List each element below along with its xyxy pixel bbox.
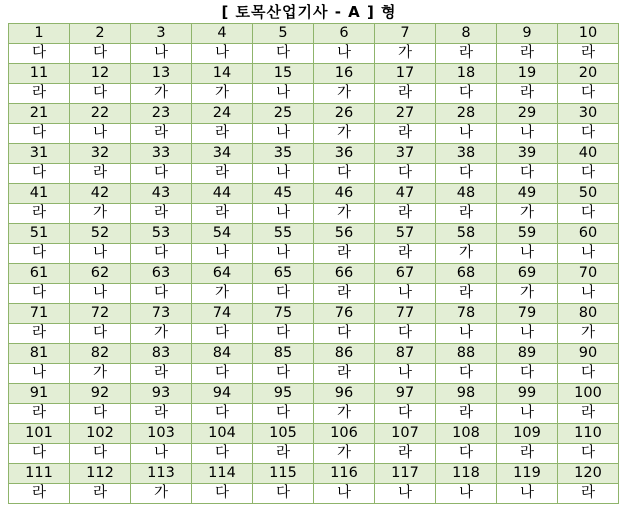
answer-row <box>9 124 619 144</box>
question-number-cell: 114 <box>192 464 253 484</box>
question-number-cell: 115 <box>253 464 314 484</box>
question-number-cell: 94 <box>192 384 253 404</box>
answer-cell: 라 <box>131 204 192 224</box>
answer-cell: 다 <box>192 484 253 504</box>
answer-cell: 나 <box>436 324 497 344</box>
answer-cell: 라 <box>131 364 192 384</box>
question-number-cell: 84 <box>192 344 253 364</box>
question-number-cell: 86 <box>314 344 375 364</box>
answer-cell: 라 <box>497 44 558 64</box>
answer-cell: 나 <box>253 244 314 264</box>
question-number-row <box>9 144 619 164</box>
answer-cell: 라 <box>436 284 497 304</box>
question-number-row <box>9 424 619 444</box>
question-number-cell: 35 <box>253 144 314 164</box>
answer-key-table <box>8 23 619 504</box>
answer-cell: 라 <box>131 124 192 144</box>
question-number-cell: 9 <box>497 24 558 44</box>
answer-cell: 나 <box>253 164 314 184</box>
answer-cell: 라 <box>436 204 497 224</box>
question-number-cell: 92 <box>70 384 131 404</box>
question-number-cell: 45 <box>253 184 314 204</box>
question-number-cell: 113 <box>131 464 192 484</box>
answer-cell: 가 <box>192 84 253 104</box>
question-number-cell: 55 <box>253 224 314 244</box>
question-number-cell: 34 <box>192 144 253 164</box>
question-number-row <box>9 224 619 244</box>
question-number-cell: 69 <box>497 264 558 284</box>
question-number-cell: 95 <box>253 384 314 404</box>
question-number-cell: 7 <box>375 24 436 44</box>
answer-cell: 라 <box>375 204 436 224</box>
question-number-cell: 109 <box>497 424 558 444</box>
answer-cell: 라 <box>497 444 558 464</box>
answer-cell: 다 <box>9 244 70 264</box>
answer-cell: 다 <box>70 444 131 464</box>
question-number-cell: 20 <box>558 64 619 84</box>
question-number-cell: 17 <box>375 64 436 84</box>
answer-cell: 라 <box>9 204 70 224</box>
question-number-cell: 103 <box>131 424 192 444</box>
answer-cell: 가 <box>497 204 558 224</box>
question-number-cell: 11 <box>9 64 70 84</box>
answer-cell: 다 <box>253 484 314 504</box>
question-number-cell: 21 <box>9 104 70 124</box>
question-number-cell: 102 <box>70 424 131 444</box>
question-number-cell: 117 <box>375 464 436 484</box>
question-number-row <box>9 24 619 44</box>
question-number-cell: 119 <box>497 464 558 484</box>
answer-cell: 다 <box>314 324 375 344</box>
question-number-cell: 85 <box>253 344 314 364</box>
question-number-cell: 10 <box>558 24 619 44</box>
question-number-cell: 41 <box>9 184 70 204</box>
question-number-cell: 23 <box>131 104 192 124</box>
question-number-cell: 112 <box>70 464 131 484</box>
question-number-cell: 91 <box>9 384 70 404</box>
answer-cell: 나 <box>253 204 314 224</box>
question-number-cell: 13 <box>131 64 192 84</box>
answer-cell: 다 <box>436 84 497 104</box>
question-number-cell: 49 <box>497 184 558 204</box>
answer-cell: 라 <box>436 44 497 64</box>
question-number-cell: 97 <box>375 384 436 404</box>
answer-cell: 나 <box>497 124 558 144</box>
question-number-cell: 59 <box>497 224 558 244</box>
question-number-cell: 93 <box>131 384 192 404</box>
question-number-row <box>9 104 619 124</box>
answer-cell: 나 <box>314 484 375 504</box>
answer-cell: 다 <box>192 364 253 384</box>
answer-cell: 가 <box>314 404 375 424</box>
answer-cell: 라 <box>558 44 619 64</box>
question-number-cell: 33 <box>131 144 192 164</box>
question-number-cell: 40 <box>558 144 619 164</box>
answer-cell: 나 <box>192 244 253 264</box>
question-number-cell: 89 <box>497 344 558 364</box>
question-number-cell: 26 <box>314 104 375 124</box>
question-number-row <box>9 184 619 204</box>
question-number-cell: 66 <box>314 264 375 284</box>
question-number-row <box>9 64 619 84</box>
question-number-cell: 120 <box>558 464 619 484</box>
question-number-row <box>9 304 619 324</box>
question-number-cell: 88 <box>436 344 497 364</box>
answer-cell: 다 <box>192 444 253 464</box>
answer-cell: 나 <box>497 484 558 504</box>
answer-cell: 다 <box>497 364 558 384</box>
answer-cell: 라 <box>9 84 70 104</box>
question-number-cell: 38 <box>436 144 497 164</box>
question-number-cell: 90 <box>558 344 619 364</box>
answer-cell: 라 <box>436 404 497 424</box>
answer-cell: 다 <box>314 164 375 184</box>
question-number-cell: 32 <box>70 144 131 164</box>
answer-cell: 다 <box>131 244 192 264</box>
answer-cell: 라 <box>192 164 253 184</box>
question-number-cell: 96 <box>314 384 375 404</box>
answer-cell: 나 <box>497 324 558 344</box>
answer-cell: 나 <box>70 284 131 304</box>
answer-cell: 가 <box>192 284 253 304</box>
question-number-cell: 22 <box>70 104 131 124</box>
answer-cell: 라 <box>497 84 558 104</box>
answer-row <box>9 484 619 504</box>
answer-cell: 다 <box>375 404 436 424</box>
question-number-cell: 47 <box>375 184 436 204</box>
question-number-cell: 118 <box>436 464 497 484</box>
question-number-row <box>9 264 619 284</box>
question-number-cell: 98 <box>436 384 497 404</box>
question-number-cell: 100 <box>558 384 619 404</box>
answer-cell: 나 <box>253 84 314 104</box>
question-number-cell: 18 <box>436 64 497 84</box>
question-number-cell: 106 <box>314 424 375 444</box>
answer-cell: 다 <box>558 444 619 464</box>
question-number-cell: 39 <box>497 144 558 164</box>
question-number-cell: 16 <box>314 64 375 84</box>
question-number-cell: 5 <box>253 24 314 44</box>
answer-cell: 나 <box>436 484 497 504</box>
answer-cell: 다 <box>70 44 131 64</box>
answer-cell: 다 <box>375 164 436 184</box>
answer-cell: 라 <box>70 484 131 504</box>
question-number-cell: 8 <box>436 24 497 44</box>
question-number-cell: 67 <box>375 264 436 284</box>
answer-cell: 다 <box>558 84 619 104</box>
answer-cell: 나 <box>436 124 497 144</box>
answer-table-body <box>9 24 619 504</box>
question-number-cell: 62 <box>70 264 131 284</box>
question-number-cell: 65 <box>253 264 314 284</box>
answer-cell: 다 <box>9 44 70 64</box>
question-number-cell: 44 <box>192 184 253 204</box>
question-number-cell: 101 <box>9 424 70 444</box>
answer-cell: 다 <box>253 284 314 304</box>
question-number-cell: 110 <box>558 424 619 444</box>
question-number-cell: 78 <box>436 304 497 324</box>
question-number-cell: 71 <box>9 304 70 324</box>
answer-cell: 다 <box>253 364 314 384</box>
question-number-cell: 27 <box>375 104 436 124</box>
answer-cell: 라 <box>314 364 375 384</box>
answer-cell: 라 <box>9 404 70 424</box>
answer-cell: 다 <box>70 404 131 424</box>
answer-cell: 나 <box>131 444 192 464</box>
answer-cell: 라 <box>70 164 131 184</box>
question-number-cell: 1 <box>9 24 70 44</box>
answer-cell: 나 <box>192 44 253 64</box>
answer-cell: 다 <box>375 324 436 344</box>
question-number-cell: 79 <box>497 304 558 324</box>
question-number-cell: 82 <box>70 344 131 364</box>
answer-cell: 나 <box>131 44 192 64</box>
answer-cell: 라 <box>192 124 253 144</box>
question-number-cell: 19 <box>497 64 558 84</box>
answer-cell: 다 <box>558 164 619 184</box>
question-number-row <box>9 344 619 364</box>
question-number-cell: 48 <box>436 184 497 204</box>
question-number-cell: 75 <box>253 304 314 324</box>
question-number-cell: 63 <box>131 264 192 284</box>
question-number-cell: 50 <box>558 184 619 204</box>
question-number-cell: 108 <box>436 424 497 444</box>
answer-cell: 나 <box>314 44 375 64</box>
question-number-cell: 43 <box>131 184 192 204</box>
question-number-cell: 99 <box>497 384 558 404</box>
answer-cell: 다 <box>558 124 619 144</box>
answer-cell: 라 <box>192 204 253 224</box>
question-number-cell: 74 <box>192 304 253 324</box>
answer-cell: 다 <box>558 364 619 384</box>
answer-cell: 다 <box>70 84 131 104</box>
question-number-cell: 80 <box>558 304 619 324</box>
question-number-cell: 61 <box>9 264 70 284</box>
question-number-cell: 24 <box>192 104 253 124</box>
answer-cell: 나 <box>253 124 314 144</box>
question-number-cell: 58 <box>436 224 497 244</box>
answer-cell: 다 <box>253 404 314 424</box>
page-title: [ 토목산업기사 - A ] 형 <box>221 3 397 21</box>
question-number-cell: 28 <box>436 104 497 124</box>
answer-row <box>9 84 619 104</box>
answer-cell: 가 <box>70 364 131 384</box>
answer-cell: 나 <box>375 364 436 384</box>
answer-cell: 나 <box>497 244 558 264</box>
question-number-cell: 111 <box>9 464 70 484</box>
answer-cell: 다 <box>131 284 192 304</box>
question-number-cell: 36 <box>314 144 375 164</box>
question-number-cell: 37 <box>375 144 436 164</box>
question-number-row <box>9 464 619 484</box>
answer-cell: 다 <box>436 164 497 184</box>
answer-cell: 다 <box>192 404 253 424</box>
answer-row <box>9 244 619 264</box>
question-number-cell: 53 <box>131 224 192 244</box>
answer-cell: 라 <box>375 84 436 104</box>
answer-cell: 라 <box>9 484 70 504</box>
answer-cell: 라 <box>131 404 192 424</box>
answer-cell: 나 <box>375 484 436 504</box>
question-number-cell: 2 <box>70 24 131 44</box>
question-number-cell: 64 <box>192 264 253 284</box>
answer-cell: 라 <box>314 284 375 304</box>
question-number-cell: 72 <box>70 304 131 324</box>
answer-row <box>9 444 619 464</box>
answer-cell: 가 <box>131 484 192 504</box>
question-number-cell: 14 <box>192 64 253 84</box>
question-number-cell: 83 <box>131 344 192 364</box>
question-number-cell: 70 <box>558 264 619 284</box>
answer-cell: 나 <box>375 284 436 304</box>
answer-row <box>9 324 619 344</box>
answer-cell: 가 <box>314 444 375 464</box>
question-number-cell: 42 <box>70 184 131 204</box>
answer-row <box>9 364 619 384</box>
answer-row <box>9 164 619 184</box>
answer-cell: 다 <box>9 164 70 184</box>
answer-cell: 나 <box>9 364 70 384</box>
answer-row <box>9 284 619 304</box>
question-number-cell: 68 <box>436 264 497 284</box>
answer-cell: 다 <box>9 444 70 464</box>
answer-row <box>9 404 619 424</box>
question-number-cell: 3 <box>131 24 192 44</box>
question-number-cell: 73 <box>131 304 192 324</box>
answer-cell: 가 <box>314 84 375 104</box>
question-number-cell: 6 <box>314 24 375 44</box>
answer-cell: 가 <box>497 284 558 304</box>
answer-cell: 가 <box>436 244 497 264</box>
question-number-cell: 4 <box>192 24 253 44</box>
answer-cell: 다 <box>436 364 497 384</box>
answer-cell: 나 <box>558 284 619 304</box>
question-number-cell: 105 <box>253 424 314 444</box>
answer-cell: 나 <box>70 244 131 264</box>
question-number-cell: 56 <box>314 224 375 244</box>
question-number-cell: 46 <box>314 184 375 204</box>
answer-row <box>9 204 619 224</box>
answer-cell: 라 <box>253 444 314 464</box>
answer-cell: 라 <box>558 484 619 504</box>
answer-cell: 가 <box>70 204 131 224</box>
answer-cell: 다 <box>253 44 314 64</box>
answer-cell: 가 <box>314 204 375 224</box>
question-number-cell: 57 <box>375 224 436 244</box>
answer-cell: 가 <box>375 44 436 64</box>
question-number-cell: 25 <box>253 104 314 124</box>
answer-cell: 나 <box>497 404 558 424</box>
question-number-cell: 52 <box>70 224 131 244</box>
answer-cell: 라 <box>375 244 436 264</box>
question-number-cell: 87 <box>375 344 436 364</box>
answer-cell: 다 <box>558 204 619 224</box>
question-number-cell: 12 <box>70 64 131 84</box>
answer-cell: 다 <box>497 164 558 184</box>
answer-cell: 다 <box>9 124 70 144</box>
answer-cell: 다 <box>9 284 70 304</box>
answer-cell: 다 <box>253 324 314 344</box>
answer-cell: 라 <box>558 404 619 424</box>
answer-cell: 나 <box>70 124 131 144</box>
answer-cell: 라 <box>9 324 70 344</box>
answer-cell: 가 <box>131 324 192 344</box>
answer-cell: 다 <box>192 324 253 344</box>
answer-cell: 다 <box>70 324 131 344</box>
question-number-cell: 30 <box>558 104 619 124</box>
answer-cell: 가 <box>558 324 619 344</box>
answer-cell: 라 <box>314 244 375 264</box>
answer-cell: 다 <box>131 164 192 184</box>
answer-cell: 가 <box>131 84 192 104</box>
question-number-cell: 76 <box>314 304 375 324</box>
question-number-cell: 29 <box>497 104 558 124</box>
answer-cell: 라 <box>375 124 436 144</box>
question-number-row <box>9 384 619 404</box>
answer-cell: 나 <box>558 244 619 264</box>
question-number-cell: 104 <box>192 424 253 444</box>
question-number-cell: 15 <box>253 64 314 84</box>
question-number-cell: 81 <box>9 344 70 364</box>
question-number-cell: 60 <box>558 224 619 244</box>
answer-cell: 다 <box>436 444 497 464</box>
question-number-cell: 107 <box>375 424 436 444</box>
question-number-cell: 116 <box>314 464 375 484</box>
question-number-cell: 77 <box>375 304 436 324</box>
answer-cell: 가 <box>314 124 375 144</box>
answer-cell: 라 <box>375 444 436 464</box>
answer-row <box>9 44 619 64</box>
question-number-cell: 51 <box>9 224 70 244</box>
question-number-cell: 54 <box>192 224 253 244</box>
question-number-cell: 31 <box>9 144 70 164</box>
